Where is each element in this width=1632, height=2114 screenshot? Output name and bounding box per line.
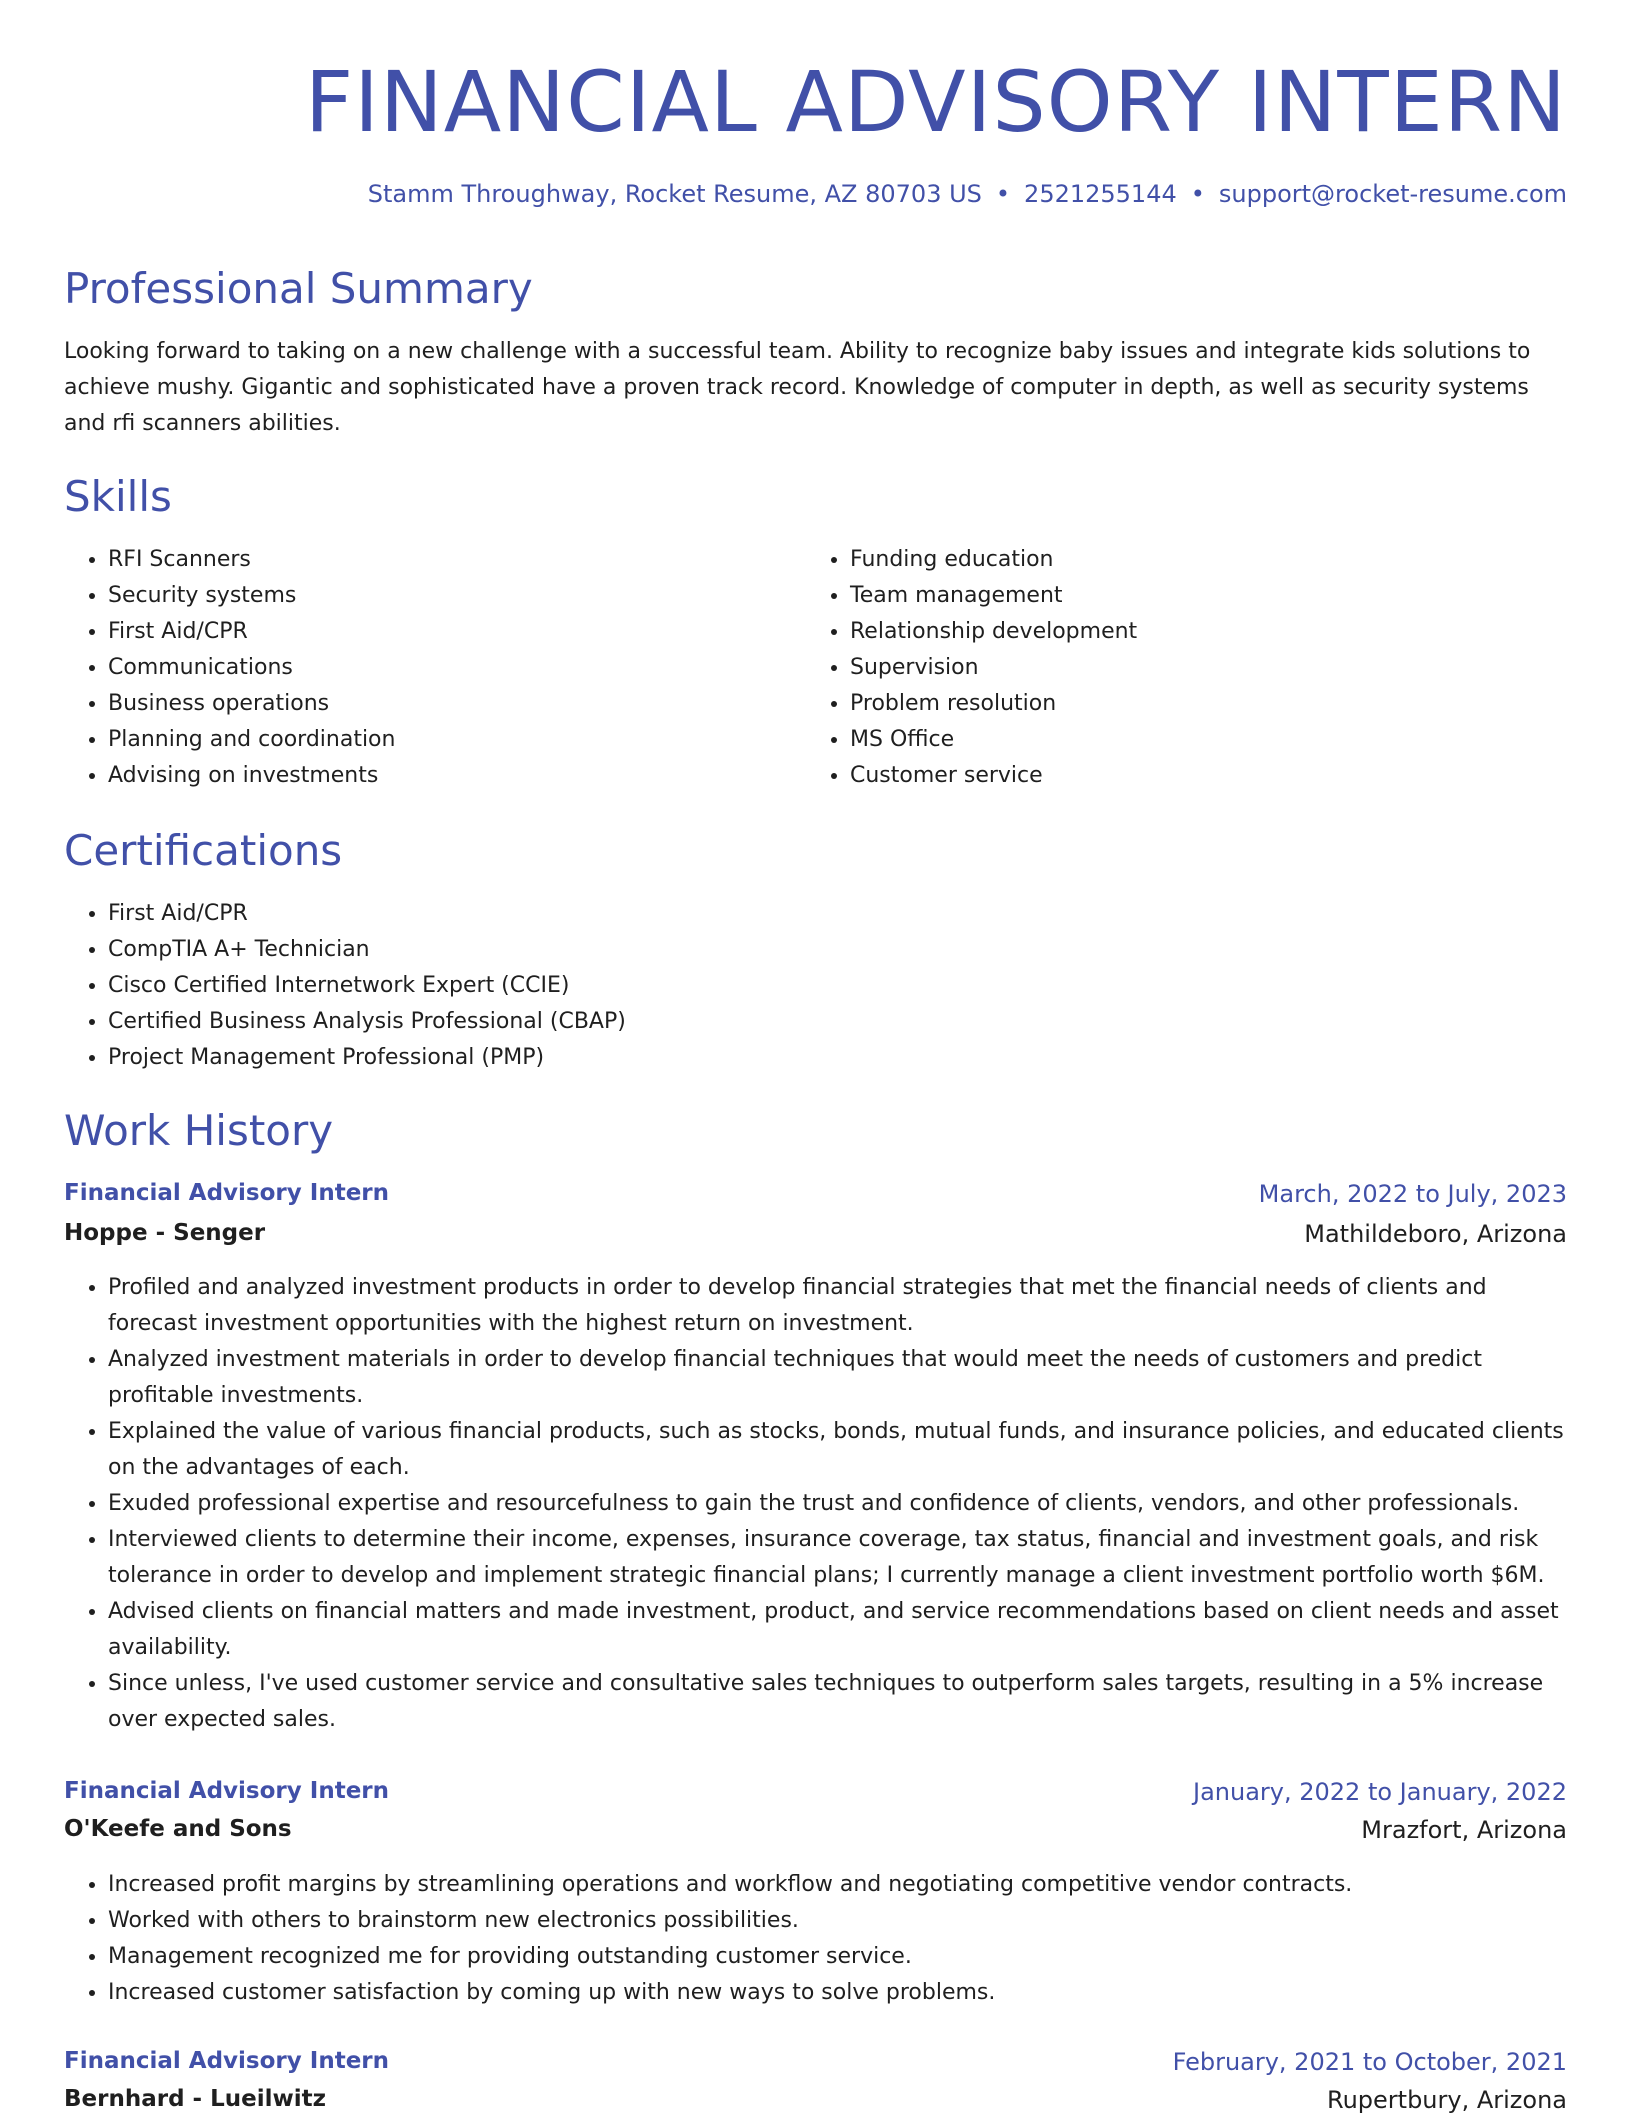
list-item: • Team management xyxy=(850,578,1550,614)
list-item: • Worked with others to brainstorm new electronics possibilities. xyxy=(108,1903,1567,1939)
job-dates: March, 2022 to July, 2023 xyxy=(1258,1180,1567,1208)
list-item: • Explained the value of various financial products, such as stocks, bonds, mutual funds, and insurance policies, and educated clients on the advantages of each. xyxy=(108,1414,1567,1486)
job-title: Financial Advisory Intern xyxy=(64,1180,390,1206)
list-item: • Since unless, I've used customer service and consultative sales techniques to outperform sales targets, resulting in a 5% increase over expected sales. xyxy=(108,1666,1567,1738)
list-item: • Increased profit margins by streamlining operations and workflow and negotiating competitive vendor contracts. xyxy=(108,1867,1567,1903)
page-title: FINANCIAL ADVISORY INTERN xyxy=(304,53,1567,151)
job-location: Mathildeboro, Arizona xyxy=(1304,1220,1567,1248)
list-item: • Analyzed investment materials in order to develop financial techniques that would meet the needs of customers and predict profitable investments. xyxy=(108,1342,1567,1414)
section-title-work-history: Work History xyxy=(64,1106,334,1155)
contact-line xyxy=(368,180,1567,208)
list-item: • RFI Scanners xyxy=(108,542,808,578)
job-location: Mrazfort, Arizona xyxy=(1361,1816,1567,1844)
summary-text: Looking forward to taking on a new challenge with a successful team. Ability to recognize baby issues and integrate kids solutions to achieve mushy. Gigantic and sophisticated have a proven track record. Knowledge of computer in depth, as well as security systems and rfi scanners abilities. xyxy=(64,339,1531,436)
section-title-summary: Professional Summary xyxy=(64,264,533,313)
list-item: • Cisco Certified Internetwork Expert (CCIE) xyxy=(108,968,1567,1004)
list-item: • Exuded professional expertise and resourcefulness to gain the trust and confidence of clients, vendors, and other professionals. xyxy=(108,1486,1567,1522)
list-item: • Profiled and analyzed investment products in order to develop financial strategies that met the financial needs of clients and forecast investment opportunities with the highest return on investment. xyxy=(108,1270,1567,1342)
section-title-certifications: Certifications xyxy=(64,826,343,875)
contact-separator: • xyxy=(995,180,1011,208)
list-item: • First Aid/CPR xyxy=(108,896,1567,932)
job-title: Financial Advisory Intern xyxy=(64,2048,390,2074)
list-item: • Advising on investments xyxy=(108,758,808,794)
contact-email: support@rocket-resume.com xyxy=(1218,180,1567,208)
job-bullets xyxy=(64,1270,1567,1738)
list-item: • Relationship development xyxy=(850,614,1550,650)
resume-page xyxy=(64,0,1567,2114)
list-item: • Planning and coordination xyxy=(108,722,808,758)
contact-phone: 2521255144 xyxy=(1024,180,1177,208)
list-item: • Increased customer satisfaction by coming up with new ways to solve problems. xyxy=(108,1975,1567,2011)
list-item: • Funding education xyxy=(850,542,1550,578)
list-item: • Communications xyxy=(108,650,808,686)
certifications-list xyxy=(64,896,1567,1076)
list-item: • Supervision xyxy=(850,650,1550,686)
job-company: Bernhard - Lueilwitz xyxy=(64,2086,327,2112)
job-title: Financial Advisory Intern xyxy=(64,1778,390,1804)
job-dates: January, 2022 to January, 2022 xyxy=(1193,1778,1567,1806)
skills-list-right xyxy=(806,542,1550,794)
list-item: • First Aid/CPR xyxy=(108,614,808,650)
list-item: • CompTIA A+ Technician xyxy=(108,932,1567,968)
job-location: Rupertbury, Arizona xyxy=(1326,2086,1567,2114)
list-item: • Customer service xyxy=(850,758,1550,794)
list-item: • Security systems xyxy=(108,578,808,614)
list-item: • MS Office xyxy=(850,722,1550,758)
job-bullets xyxy=(64,1867,1567,2011)
list-item: • Advised clients on financial matters and made investment, product, and service recommendations based on client needs and asset availability. xyxy=(108,1594,1567,1666)
list-item: • Business operations xyxy=(108,686,808,722)
list-item: • Interviewed clients to determine their income, expenses, insurance coverage, tax status, financial and investment goals, and risk tolerance in order to develop and implement strategic financial plans; I currently manage a client investment portfolio worth $6M. xyxy=(108,1522,1567,1594)
contact-address: Stamm Throughway, Rocket Resume, AZ 80703 US xyxy=(367,180,982,208)
contact-separator: • xyxy=(1190,180,1205,208)
skills-list-left xyxy=(64,542,808,794)
list-item: • Management recognized me for providing outstanding customer service. xyxy=(108,1939,1567,1975)
list-item: • Problem resolution xyxy=(850,686,1550,722)
list-item: • Project Management Professional (PMP) xyxy=(108,1040,1567,1076)
job-company: Hoppe - Senger xyxy=(64,1220,266,1246)
list-item: • Certified Business Analysis Professional (CBAP) xyxy=(108,1004,1567,1040)
job-company: O'Keefe and Sons xyxy=(64,1816,292,1842)
job-dates: February, 2021 to October, 2021 xyxy=(1172,2048,1567,2076)
section-title-skills: Skills xyxy=(64,472,172,521)
